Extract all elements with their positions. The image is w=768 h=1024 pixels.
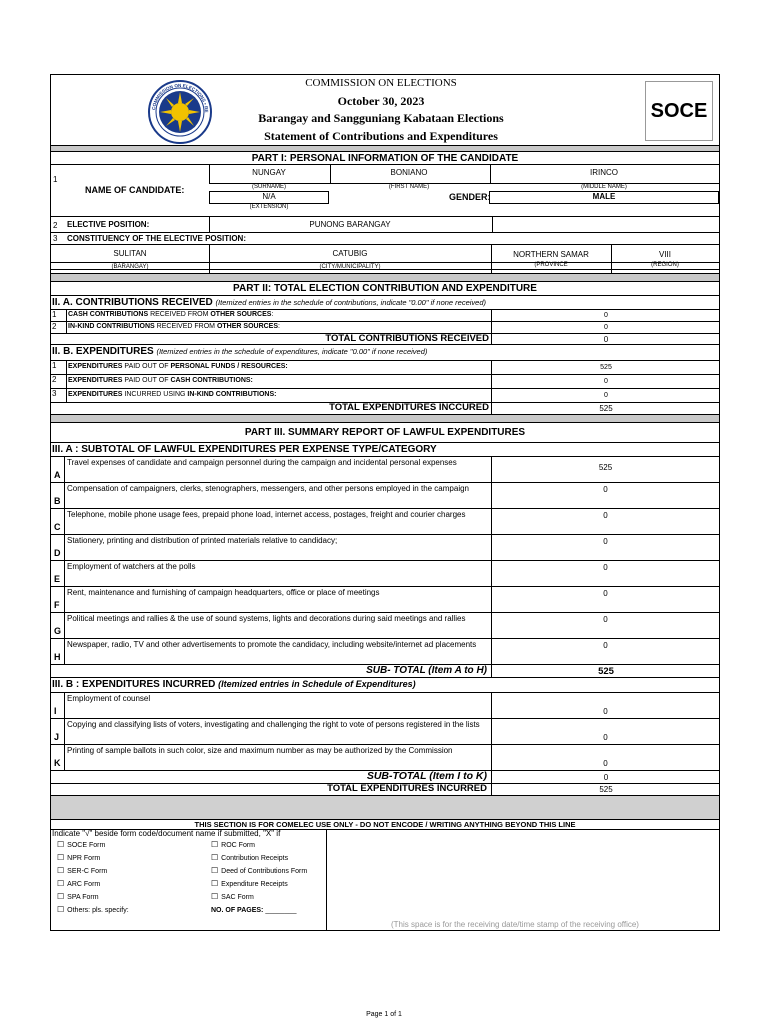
middle-name-label: (MIDDLE NAME) — [581, 184, 627, 190]
expense-item-row — [51, 587, 719, 613]
barangay-label: (BARANGAY) — [111, 264, 149, 270]
contribution-row — [51, 310, 719, 322]
checkbox-icon[interactable]: ☐ — [57, 853, 65, 862]
total-expenditures-label: TOTAL EXPENDITURES INCCURED — [329, 402, 489, 413]
part3-b-title: III. B : EXPENDITURES INCURRED (Itemized entries in Schedule of Expenditures) — [52, 679, 416, 690]
city-value: CATUBIG — [332, 249, 368, 258]
region-value: VIII — [658, 250, 671, 259]
form-checkbox-item[interactable] — [57, 853, 129, 866]
item-description: Stationery, printing and distribution of printed materials relative to candidacy; — [67, 536, 338, 545]
form-name: Expenditure Receipts — [221, 881, 288, 888]
form-checkbox-item[interactable] — [57, 905, 129, 918]
item-description: Compensation of campaigners, clerks, stenographers, messengers, and other persons employed in the campaign — [67, 484, 469, 493]
total-expenditures-value: 525 — [491, 403, 720, 414]
item-letter: J — [51, 719, 65, 744]
checkbox-icon[interactable]: ☐ — [57, 840, 65, 849]
expenditure-label: EXPENDITURES PAID OUT OF PERSONAL FUNDS / RESOURCES: — [68, 363, 288, 370]
form-name: ARC Form — [67, 881, 101, 888]
total-incurred-value: 525 — [491, 784, 720, 795]
expenditures-heading — [51, 345, 719, 361]
item-value: 0 — [491, 719, 719, 744]
constituency-label-row — [51, 233, 719, 245]
item-value: 0 — [491, 587, 719, 612]
total-contributions-label: TOTAL CONTRIBUTIONS RECEIVED — [325, 333, 489, 344]
expense-item-row — [51, 613, 719, 639]
checkbox-icon[interactable]: ☐ — [211, 853, 219, 862]
item-description: Telephone, mobile phone usage fees, prepaid phone load, internet access, postages, freight and courier charges — [67, 510, 466, 519]
comelec-use-title: THIS SECTION IS FOR COMELEC USE ONLY - DO NOT ENCODE / WRITING ANYTHING BEYOND THIS LINE — [51, 820, 719, 830]
form-name: NPR Form — [67, 855, 101, 862]
expense-item-row — [51, 535, 719, 561]
form-name: Others: pls. specify: — [67, 907, 129, 914]
item-letter: G — [51, 613, 65, 638]
part3-b-heading — [51, 678, 719, 693]
form-name: SER-C Form — [67, 868, 108, 875]
gender-label: GENDER: — [449, 192, 491, 202]
checkbox-icon[interactable]: ☐ — [211, 879, 219, 888]
position-value: PUNONG BARANGAY — [309, 220, 391, 229]
item-letter: D — [51, 535, 65, 560]
org-name: COMMISSION ON ELECTIONS — [305, 77, 457, 89]
item-description: Newspaper, radio, TV and other advertisements to promote the candidacy, including website/internet ad placements — [67, 640, 477, 649]
barangay-value: SULITAN — [113, 249, 147, 258]
item-description: Travel expenses of candidate and campaign personnel during the campaign and incidental personal expenses — [67, 458, 457, 467]
item-number: 1 — [53, 175, 58, 184]
item-value: 0 — [491, 745, 719, 770]
form-header — [51, 75, 719, 146]
part3-a-title: III. A : SUBTOTAL OF LAWFUL EXPENDITURES PER EXPENSE TYPE/CATEGORY — [51, 443, 719, 457]
expenditure-label: EXPENDITURES PAID OUT OF CASH CONTRIBUTIONS: — [68, 377, 253, 384]
extension-value: N/A — [262, 192, 276, 201]
subtotal-b-value: 0 — [491, 771, 720, 783]
contribution-value: 0 — [491, 310, 720, 321]
position-label: ELECTIVE POSITION: — [67, 220, 150, 229]
expenditure-value: 0 — [491, 375, 720, 388]
expenditure-value: 525 — [491, 361, 720, 374]
checkbox-icon[interactable]: ☐ — [57, 892, 65, 901]
surname-label: (SURNAME) — [252, 184, 286, 190]
row-number: 1 — [51, 361, 67, 374]
subtotal-a-label: SUB- TOTAL (Item A to H) — [366, 665, 487, 676]
surname-value: NUNGAY — [252, 168, 286, 177]
expense-item-row — [51, 561, 719, 587]
stamp-note: (This space is for the receiving date/time stamp of the receiving office) — [391, 920, 639, 929]
gender-value: MALE — [592, 192, 616, 201]
constituency-label: CONSTITUENCY OF THE ELECTIVE POSITION: — [67, 234, 246, 243]
item-value: 0 — [491, 535, 719, 560]
form-code: SOCE — [645, 81, 713, 141]
province-value: NORTHERN SAMAR — [513, 250, 589, 259]
total-contributions-row — [51, 334, 719, 345]
part1-title: PART I: PERSONAL INFORMATION OF THE CANDIDATE — [51, 152, 719, 165]
form-name: SOCE Form — [67, 842, 106, 849]
contribution-value: 0 — [491, 322, 720, 333]
contribution-label: CASH CONTRIBUTIONS RECEIVED FROM OTHER SOURCES: — [68, 311, 274, 318]
row-number: 2 — [51, 322, 67, 333]
candidate-name-block — [51, 165, 719, 217]
separator — [51, 796, 719, 820]
page-number: Page 1 of 1 — [366, 1011, 402, 1018]
expense-item-row — [51, 509, 719, 535]
expense-item-row — [51, 745, 719, 771]
item-description: Printing of sample ballots in such color, size and maximum number as may be authorized by the Commission — [67, 746, 453, 755]
province-label: (PROVINCE — [534, 262, 568, 268]
row-number: 2 — [51, 375, 67, 388]
expenditure-row — [51, 389, 719, 403]
contribution-label: IN-KIND CONTRIBUTIONS RECEIVED FROM OTHER SOURCES: — [68, 323, 280, 330]
item-description: Employment of counsel — [67, 694, 151, 703]
constituency-captions — [51, 261, 719, 274]
election-date: October 30, 2023 — [337, 94, 425, 108]
expenditures-title: II. B. EXPENDITURES (Itemized entries in the schedule of expenditures, indicate "0.00" if none received) — [52, 346, 428, 357]
form-checkbox-item[interactable] — [211, 853, 307, 866]
item-value: 0 — [491, 639, 719, 664]
soce-form — [50, 74, 720, 931]
form-checkbox-item[interactable] — [57, 866, 129, 879]
checkbox-icon[interactable]: ☐ — [211, 840, 219, 849]
expense-item-row — [51, 719, 719, 745]
form-checkbox-item[interactable] — [211, 840, 307, 853]
expenditure-label: EXPENDITURES INCURRED USING IN-KIND CONTRIBUTIONS: — [68, 391, 277, 398]
item-letter: F — [51, 587, 65, 612]
form-name: ROC Form — [221, 842, 256, 849]
form-name: Contribution Receipts — [221, 855, 289, 862]
item-letter: A — [51, 457, 65, 482]
form-name: SAC Form — [221, 894, 254, 901]
extension-label: (EXTENSION) — [249, 204, 289, 210]
form-checkbox-item[interactable] — [57, 879, 129, 892]
expense-item-row — [51, 483, 719, 509]
total-incurred-label: TOTAL EXPENDITURES INCURRED — [327, 783, 487, 794]
form-name: SPA Form — [67, 894, 99, 901]
item-value: 0 — [491, 483, 719, 508]
subtotal-a-value: 525 — [491, 665, 720, 677]
first-name-value: BONIANO — [390, 168, 428, 177]
item-value: 0 — [491, 613, 719, 638]
row-number: 1 — [51, 310, 67, 321]
expense-item-row — [51, 693, 719, 719]
subtotal-b-label: SUB-TOTAL (Item I to K) — [366, 770, 487, 782]
statement-title: Statement of Contributions and Expenditures — [264, 129, 498, 143]
item-description: Employment of watchers at the polls — [67, 562, 196, 571]
checklist-instruction: Indicate "√" beside form code/document name if submitted, "X" if — [52, 829, 281, 838]
expenditure-row — [51, 375, 719, 389]
total-contributions-value: 0 — [491, 334, 720, 344]
seal-lettering: COMMISSION ON ELECTIONS • RE — [151, 82, 210, 113]
separator — [51, 415, 719, 423]
middle-name-value: IRINCO — [590, 168, 618, 177]
checkbox-icon[interactable]: ☐ — [57, 866, 65, 875]
city-label: (CITY/MUNICIPALITY) — [319, 264, 381, 270]
item-letter: I — [51, 693, 65, 718]
item-letter: K — [51, 745, 65, 770]
expenditure-row — [51, 361, 719, 375]
item-value: 0 — [491, 561, 719, 586]
item-description: Rent, maintenance and furnishing of campaign headquarters, office or place of meetings — [67, 588, 380, 597]
item-letter: C — [51, 509, 65, 534]
form-checkbox-item[interactable] — [57, 840, 129, 853]
total-expenditures-row — [51, 403, 719, 415]
part2-title: PART II: TOTAL ELECTION CONTRIBUTION AND EXPENDITURE — [51, 282, 719, 296]
expense-item-row — [51, 457, 719, 483]
item-value: 525 — [491, 457, 719, 482]
contributions-heading — [51, 296, 719, 310]
name-label: NAME OF CANDIDATE: — [85, 185, 185, 195]
subtotal-a-row — [51, 665, 719, 678]
separator — [51, 274, 719, 282]
item-letter: E — [51, 561, 65, 586]
part3-title: PART III. SUMMARY REPORT OF LAWFUL EXPENDITURES — [51, 423, 719, 443]
form-checkbox-item[interactable] — [211, 879, 307, 892]
row-number: 3 — [51, 389, 67, 402]
form-name: Deed of Contributions Form — [221, 868, 308, 875]
checkbox-icon[interactable]: ☐ — [57, 879, 65, 888]
expenditure-value: 0 — [491, 389, 720, 402]
checkbox-icon[interactable]: ☐ — [211, 892, 219, 901]
no-of-pages: NO. OF PAGES: ________ — [211, 907, 297, 914]
election-name: Barangay and Sangguniang Kabataan Elections — [258, 111, 504, 125]
item-value: 0 — [491, 693, 719, 718]
region-label: (REGION) — [651, 262, 679, 268]
item-number: 3 — [53, 234, 58, 243]
item-description: Copying and classifying lists of voters, investigating and challenging the right to vote of persons registered in the lists — [67, 720, 480, 729]
expense-item-row — [51, 639, 719, 665]
checkbox-icon[interactable]: ☐ — [211, 866, 219, 875]
item-value: 0 — [491, 509, 719, 534]
contributions-title: II. A. CONTRIBUTIONS RECEIVED (Itemized entries in the schedule of contributions, indicate "0.00" if none received) — [52, 297, 487, 308]
item-letter: H — [51, 639, 65, 664]
form-checkbox-item[interactable] — [57, 892, 129, 905]
total-expenditures-incurred-row — [51, 784, 719, 796]
elective-position-row — [51, 217, 719, 233]
item-description: Political meetings and rallies & the use of sound systems, lights and decorations during said meetings and rallies — [67, 614, 466, 623]
form-checkbox-item[interactable] — [211, 892, 307, 905]
form-checkbox-item[interactable] — [211, 866, 307, 879]
item-number: 2 — [53, 221, 58, 230]
first-name-label: (FIRST NAME) — [388, 184, 430, 190]
checkbox-icon[interactable]: ☐ — [57, 905, 65, 914]
comelec-use-section — [51, 830, 719, 930]
item-letter: B — [51, 483, 65, 508]
